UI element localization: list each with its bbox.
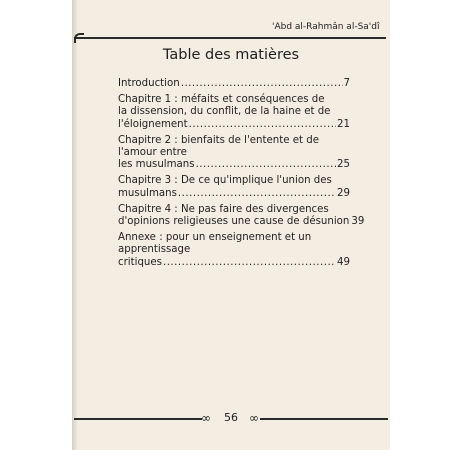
toc-page-number: 7 <box>343 78 350 89</box>
toc-page-number: 21 <box>337 118 350 130</box>
toc-leader-dots <box>163 257 336 269</box>
book-page <box>72 0 390 450</box>
toc-entry-last-line <box>118 78 350 90</box>
toc-entry-chapter-3[interactable] <box>118 175 350 199</box>
page-gutter-shadow <box>72 0 78 450</box>
toc-entry-text: musulmans <box>118 187 177 199</box>
toc-entry-last-line <box>118 257 350 269</box>
toc-leader-dots <box>189 119 336 131</box>
toc-entry-line: Chapitre 2 : bienfaits de l'entente et de l'amour entre <box>118 134 319 159</box>
footer-ornament-icon: ∞ <box>201 411 211 425</box>
toc-page-number: 39 <box>351 216 365 228</box>
toc-entry-annexe[interactable] <box>118 232 350 269</box>
toc-page-number: 25 <box>337 159 350 171</box>
toc-leader-dots <box>181 78 343 90</box>
header-rule <box>74 37 386 39</box>
running-header-author: 'Abd al-Rahmân al-Sa'dî <box>272 22 380 32</box>
toc-entry-line: Chapitre 4 : Ne pas faire des divergences <box>118 203 329 215</box>
footer-rule-left <box>74 418 202 420</box>
toc-leader-dots <box>178 188 336 200</box>
toc-entry-chapter-1[interactable] <box>118 94 350 131</box>
footer-rule-right <box>260 418 388 420</box>
toc-entry-last-line <box>118 216 365 228</box>
toc-entry-line: Chapitre 3 : De ce qu'implique l'union des <box>118 175 332 187</box>
toc-entry-line: Chapitre 1 : méfaits et conséquences de <box>118 94 325 106</box>
toc-page-number: 29 <box>337 187 350 199</box>
toc-entry-line: Annexe : pour un enseignement et un apprentissage <box>118 232 312 256</box>
toc-entry-last-line <box>118 188 350 200</box>
footer-page-number: 56 <box>224 411 238 424</box>
page-title: Table des matières <box>162 47 300 63</box>
toc-entry-chapter-4[interactable] <box>118 203 365 228</box>
toc-entry-line: la dissension, du conflit, de la haine et de <box>118 106 331 118</box>
toc-entry-last-line <box>118 119 350 131</box>
toc-entry-introduction[interactable] <box>118 78 350 90</box>
table-of-contents <box>118 78 365 273</box>
toc-entry-text: d'opinions religieuses une cause de désunion <box>118 216 350 228</box>
toc-entry-last-line <box>118 159 350 171</box>
toc-entry-text: l'éloignement <box>118 118 188 130</box>
toc-entry-text: critiques <box>118 256 162 268</box>
footer-ornament-icon: ∞ <box>249 411 259 425</box>
toc-entry-text: les musulmans <box>118 159 195 171</box>
toc-entry-text: Introduction <box>118 78 180 89</box>
toc-leader-dots <box>196 159 336 171</box>
toc-page-number: 49 <box>337 256 350 268</box>
toc-entry-chapter-2[interactable] <box>118 135 350 172</box>
